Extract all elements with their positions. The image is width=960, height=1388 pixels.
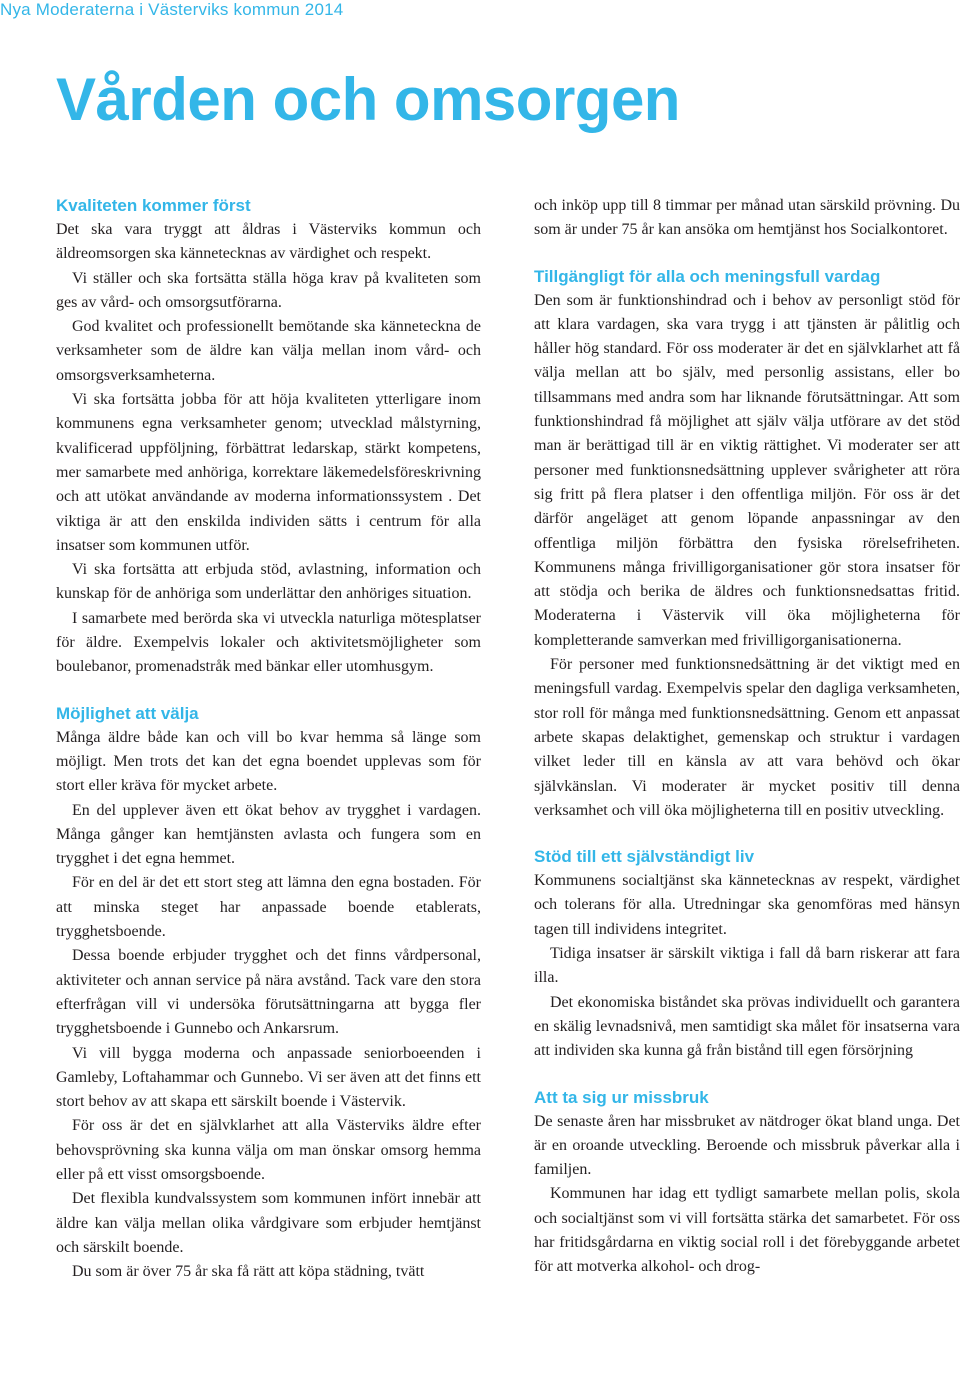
paragraph: Du som är över 75 år ska få rätt att köpa städning, tvätt: [72, 1263, 425, 1281]
paragraph: För personer med funktionsnedsättning är det viktigt med en meningsfull vardag. Exempelvis spelar den dagliga verksamheten, stor roll för många med funktionsnedsättning. Genom ett anpassat arbete skapas delaktighet, gemenskap och struktur i vardagen vilket leder till en känsla av att vara behövd och ökar självkänslan. Vi moderater är mycket positiv till denna verksamhet och vill öka möjligheterna till en positiv utveckling.: [534, 656, 960, 819]
paragraph: För en del är det ett stort steg att lämna den egna bostaden. För att minska steget har anpassade boende etablerats, trygghetsboende.: [56, 874, 481, 941]
paragraph: Vi ställer och ska fortsätta ställa höga krav på kvaliteten som ges av vård- och omsorgsutförarna.: [56, 269, 481, 311]
paragraph: Den som är funktionshindrad och i behov av personligt stöd för att klara vardagen, ska vara trygg i att tjänsten är pålitlig och håller hög standard. För oss moderater är det en självklarhet att få välja mellan att bo själv, med personlig assistans, eller bo tillsammans med andra som har liknande förutsättningar. Att som funktionshindrad få möjlighet att själv välja utförare av det stöd man är berättigad till är en viktig rättighet. Vi moderater ser att personer med funktionsnedsättning upplever svårigheter att röra sig fritt på flera platser i den offentliga miljön. För oss är det därför angeläget att genom löpande anpassningar av den offentliga miljön förbättra den fysiska rörelsefriheten. Kommunens många frivilligorganisationer gör stora insatser för att stödja och berika de äldres och funktionsnedsattas fritid. Moderaterna i Västervik vill öka möjligheterna för kompletterande samverkan med frivilligorganisationerna.: [534, 291, 960, 649]
paragraph: och inköp upp till 8 timmar per månad utan särskild prövning. Du som är under 75 år kan ansöka om hemtjänst hos Socialkontoret.: [534, 197, 960, 239]
paragraph: För oss är det en självklarhet att alla Västerviks äldre efter behovsprövning ska kunna välja om man önskar omsorg hemma eller på ett visst omsorgsboende.: [56, 1117, 481, 1183]
paragraph: Dessa boende erbjuder trygghet och det finns vårdpersonal, aktiviteter och annan service på nära avstånd. Tack vare den stora efterfrågan vill vi undersöka förutsättningarna att bygga fler trygghetsboende i Gunnebo och Ankarsrum.: [56, 947, 481, 1038]
paragraph: Vi vill bygga moderna och anpassade seniorboeenden i Gamleby, Loftahammar och Gunnebo. Vi ser även att det finns ett stort behov av att skapa ett särskilt boende i Västervik.: [56, 1044, 481, 1111]
right-column: [534, 194, 960, 1280]
paragraph: De senaste åren har missbruket av nätdroger ökat bland unga. Det är en oroande utveckling. Beroende och missbruk påverkar alla i familjen.: [534, 1112, 960, 1179]
paragraph: En del upplever även ett ökat behov av trygghet i vardagen. Många gånger kan hemtjänsten avlasta och fungera som en trygghet i det egna hemmet.: [56, 801, 481, 868]
section-heading-quality: Kvaliteten kommer först: [56, 196, 251, 215]
paragraph: Kommunens socialtjänst ska kännetecknas av respekt, värdighet och tolerans för alla. Utredningar ska genomföras med hänsyn tagen till individens integritet.: [534, 872, 960, 938]
section-heading-addiction: Att ta sig ur missbruk: [534, 1087, 709, 1107]
paragraph: Det flexibla kundvalssystem som kommunen infört innebär att äldre kan välja mellan olika vårdgivare som erbjuder hemtjänst och särskilt boende.: [56, 1190, 481, 1256]
paragraph: I samarbete med berörda ska vi utveckla naturliga mötesplatser för äldre. Exempelvis lokaler och aktivitetsmöjligheter som boulebanor, promenadstråk med bänkar eller utomhusgym.: [56, 609, 481, 676]
left-column: [56, 194, 481, 1284]
section-heading-choice: Möjlighet att välja: [56, 703, 199, 723]
paragraph: Det ekonomiska biståndet ska prövas individuellt och garantera en skälig levnadsnivå, men samtidigt ska målet för insatserna vara att individen ska kunna gå från bistånd till egen försörjning: [534, 993, 960, 1060]
section-heading-accessibility: Tillgängligt för alla och meningsfull vardag: [534, 266, 881, 286]
paragraph: Tidiga insatser är särskilt viktiga i fall då barn riskerar att fara illa.: [534, 945, 960, 987]
paragraph: Kommunen har idag ett tydligt samarbete mellan polis, skola och socialtjänst som vi vill fortsätta stärka det samarbetet. För oss har fritidsgårdarna en viktig social roll i det förebyggande arbetet för att motverka alkohol- och drog-: [534, 1185, 960, 1276]
paragraph: Vi ska fortsätta att erbjuda stöd, avlastning, information och kunskap för de anhöriga som underlättar den anhöriges situation.: [56, 561, 481, 603]
paragraph: Det ska vara tryggt att åldras i Västerviks kommun och äldreomsorgen ska kännetecknas av värdighet och respekt.: [56, 221, 481, 263]
running-head: Nya Moderaterna i Västerviks kommun 2014: [0, 0, 344, 19]
paragraph: Vi ska fortsätta jobba för att höja kvaliteten ytterligare inom kommunens egna verksamheter genom; utvecklad målstyrning, kvalificerad uppföljning, förbättrat ledarskap, stärkt kompetens, mer samarbete med anhöriga, korrektare läkemedelsföreskrivning och att utökat användande av moderna informationssystem . Det viktiga är att den enskilda individen sätts i centrum för alla insatser som kommunen utför.: [56, 391, 481, 554]
page-title: Vården och omsorgen: [56, 66, 680, 133]
section-heading-support: Stöd till ett självständigt liv: [534, 847, 755, 867]
paragraph: Många äldre både kan och vill bo kvar hemma så länge som möjligt. Men trots det kan det egna boendet upplevas som för stort eller kräva för mycket arbete.: [56, 728, 481, 795]
paragraph: God kvalitet och professionellt bemötande ska känneteckna de verksamheter som de äldre kan välja mellan inom vård- och omsorgsverksamheterna.: [56, 318, 481, 384]
